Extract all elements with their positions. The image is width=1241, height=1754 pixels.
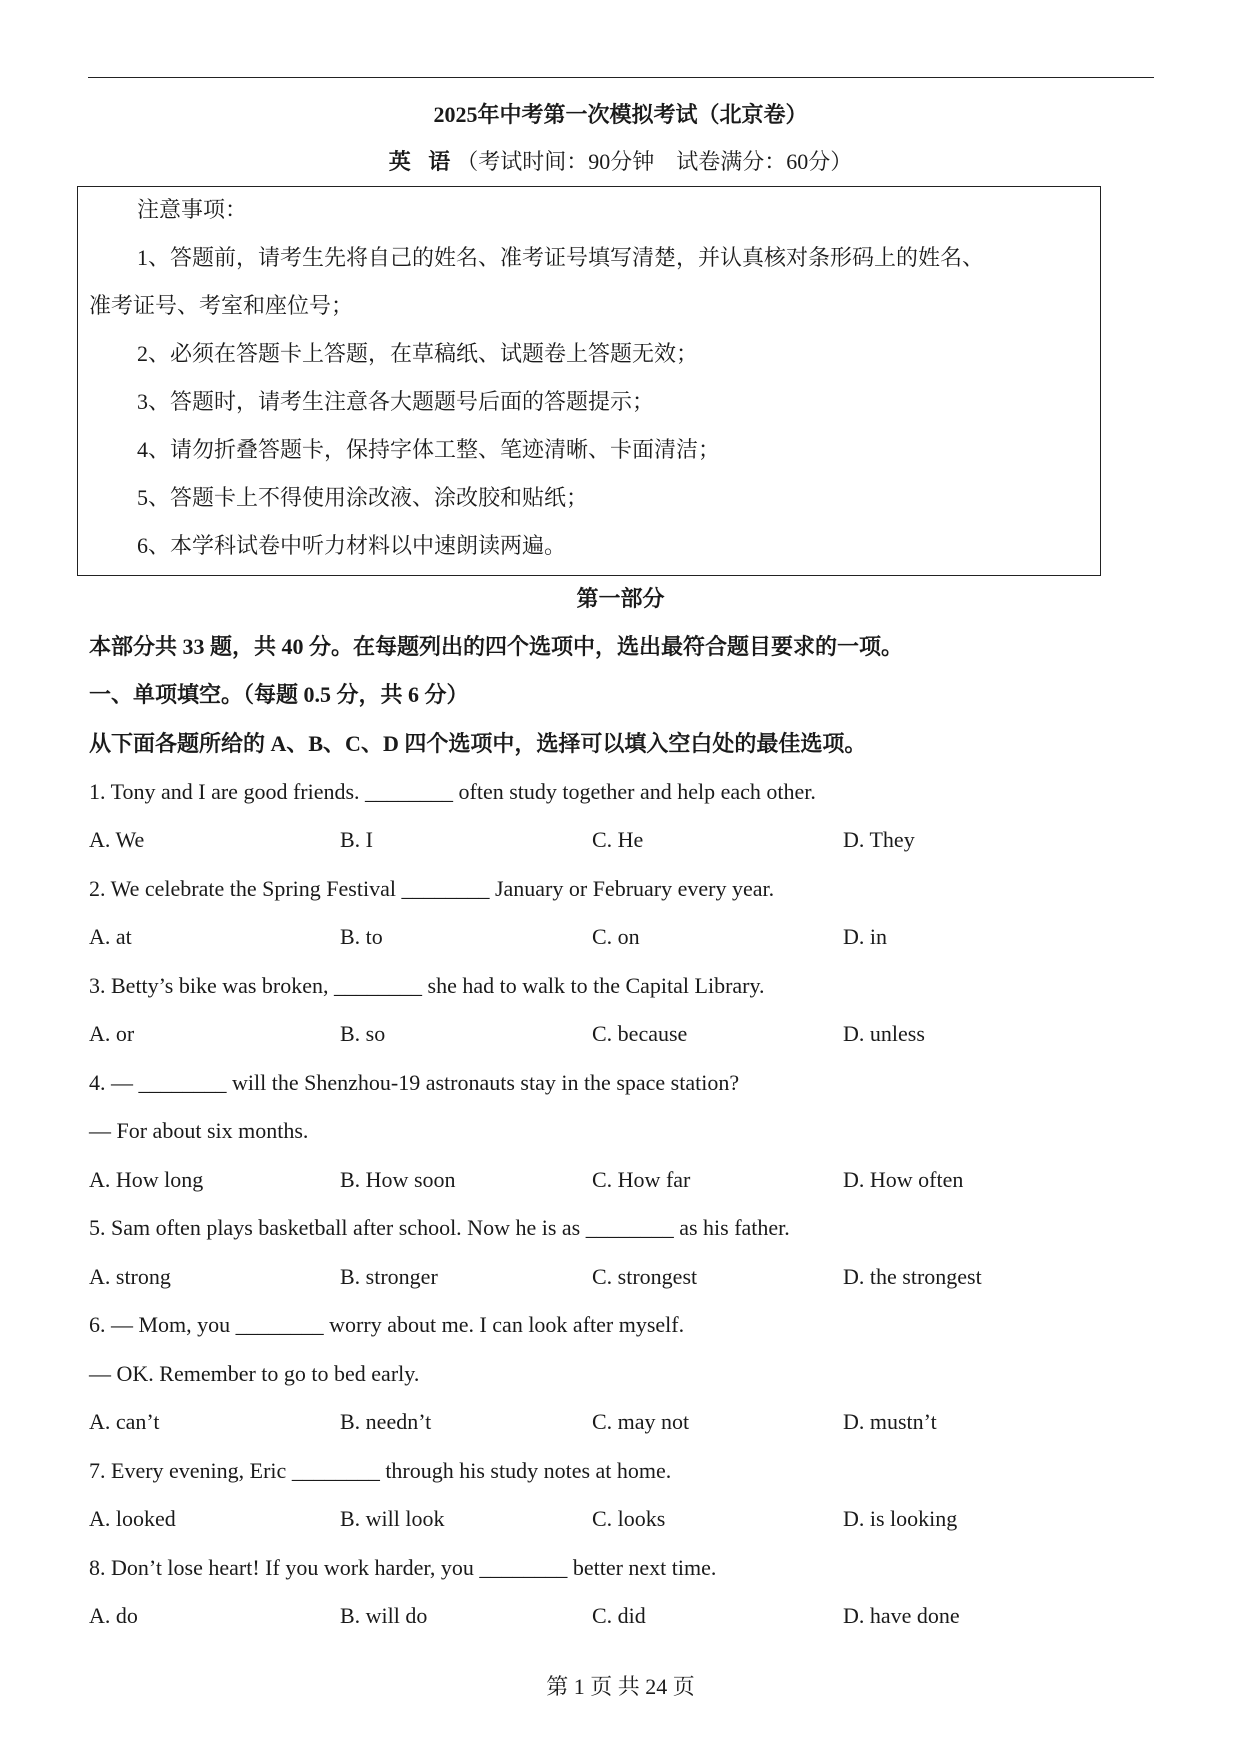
question-5-option-a: A. strong [89, 1264, 171, 1289]
question-3-stem: 3. Betty’s bike was broken, ________ she had to walk to the Capital Library. [89, 973, 765, 998]
question-1-option-d: D. They [843, 827, 915, 852]
notice-heading: 注意事项： [137, 197, 248, 222]
question-7-option-b: B. will look [340, 1506, 445, 1531]
question-7-option-c: C. looks [592, 1506, 666, 1531]
question-4-option-b: B. How soon [340, 1167, 456, 1192]
question-8-stem: 8. Don’t lose heart! If you work harder, you ________ better next time. [89, 1555, 717, 1580]
question-3-option-a: A. or [89, 1021, 135, 1046]
question-6-option-b: B. needn’t [340, 1409, 432, 1434]
question-5-option-b: B. stronger [340, 1264, 438, 1289]
question-5-stem: 5. Sam often plays basketball after school. Now he is as ________ as his father. [89, 1215, 790, 1240]
question-4-option-c: C. How far [592, 1167, 691, 1192]
question-6-option-a: A. can’t [89, 1409, 160, 1434]
question-6-stem: 6. — Mom, you ________ worry about me. I can look after myself. [89, 1312, 685, 1337]
notice-item-1: 1、答题前，请考生先将自己的姓名、准考证号填写清楚，并认真核对条形码上的姓名、 [137, 245, 985, 270]
question-7-option-a: A. looked [89, 1506, 176, 1531]
exam-subtitle [0, 147, 1241, 177]
question-4-option-a: A. How long [89, 1167, 204, 1192]
question-4-stem: 4. — ________ will the Shenzhou-19 astronauts stay in the space station? [89, 1070, 740, 1095]
question-1-option-b: B. I [340, 827, 373, 852]
part-instruction: 本部分共 33 题，共 40 分。在每题列出的四个选项中，选出最符合题目要求的一项。 [89, 634, 904, 659]
question-8-option-b: B. will do [340, 1603, 428, 1628]
question-6-option-c: C. may not [592, 1409, 690, 1434]
section-instruction: 从下面各题所给的 A、B、C、D 四个选项中，选择可以填入空白处的最佳选项。 [89, 731, 867, 756]
section-title: 一、单项填空。（每题 0.5 分，共 6 分） [89, 682, 469, 707]
question-6-option-d: D. mustn’t [843, 1409, 937, 1434]
question-2-option-a: A. at [89, 924, 132, 949]
notice-item-3: 3、答题时，请考生注意各大题题号后面的答题提示； [137, 389, 655, 414]
question-5-option-d: D. the strongest [843, 1264, 982, 1289]
question-2-option-d: D. in [843, 924, 887, 949]
notice-item-5: 5、答题卡上不得使用涂改液、涂改胶和贴纸； [137, 485, 589, 510]
question-2-option-b: B. to [340, 924, 383, 949]
question-1-option-c: C. He [592, 827, 644, 852]
notice-item-2: 2、必须在答题卡上答题，在草稿纸、试题卷上答题无效； [137, 341, 699, 366]
notice-item-6: 6、本学科试卷中听力材料以中速朗读两遍。 [137, 533, 567, 558]
notice-item-4: 4、请勿折叠答题卡，保持字体工整、笔迹清晰、卡面清洁； [137, 437, 721, 462]
question-4-option-d: D. How often [843, 1167, 964, 1192]
question-7-option-d: D. is looking [843, 1506, 958, 1531]
question-8-option-a: A. do [89, 1603, 138, 1628]
question-4-reply: — For about six months. [89, 1118, 309, 1143]
subject-label: 英 语 [388, 149, 457, 174]
question-1-option-a: A. We [89, 827, 145, 852]
notice-item-1-cont: 准考证号、考室和座位号； [89, 293, 354, 318]
exam-title: 2025年中考第一次模拟考试（北京卷） [433, 102, 808, 127]
question-8-option-d: D. have done [843, 1603, 960, 1628]
question-3-option-b: B. so [340, 1021, 386, 1046]
question-2-option-c: C. on [592, 924, 640, 949]
page-number: 第 1 页 共 24 页 [546, 1674, 695, 1699]
question-5-option-c: C. strongest [592, 1264, 698, 1289]
question-3-option-d: D. unless [843, 1021, 925, 1046]
question-3-option-c: C. because [592, 1021, 688, 1046]
header-rule [88, 77, 1154, 78]
exam-info: （考试时间：90分钟 试卷满分：60分） [456, 149, 853, 174]
question-6-reply: — OK. Remember to go to bed early. [89, 1361, 420, 1386]
question-2-stem: 2. We celebrate the Spring Festival ________ January or February every year. [89, 876, 775, 901]
part-title: 第一部分 [576, 586, 665, 611]
question-7-stem: 7. Every evening, Eric ________ through his study notes at home. [89, 1458, 672, 1483]
question-8-option-c: C. did [592, 1603, 646, 1628]
question-1-stem: 1. Tony and I are good friends. ________ often study together and help each other. [89, 779, 816, 804]
